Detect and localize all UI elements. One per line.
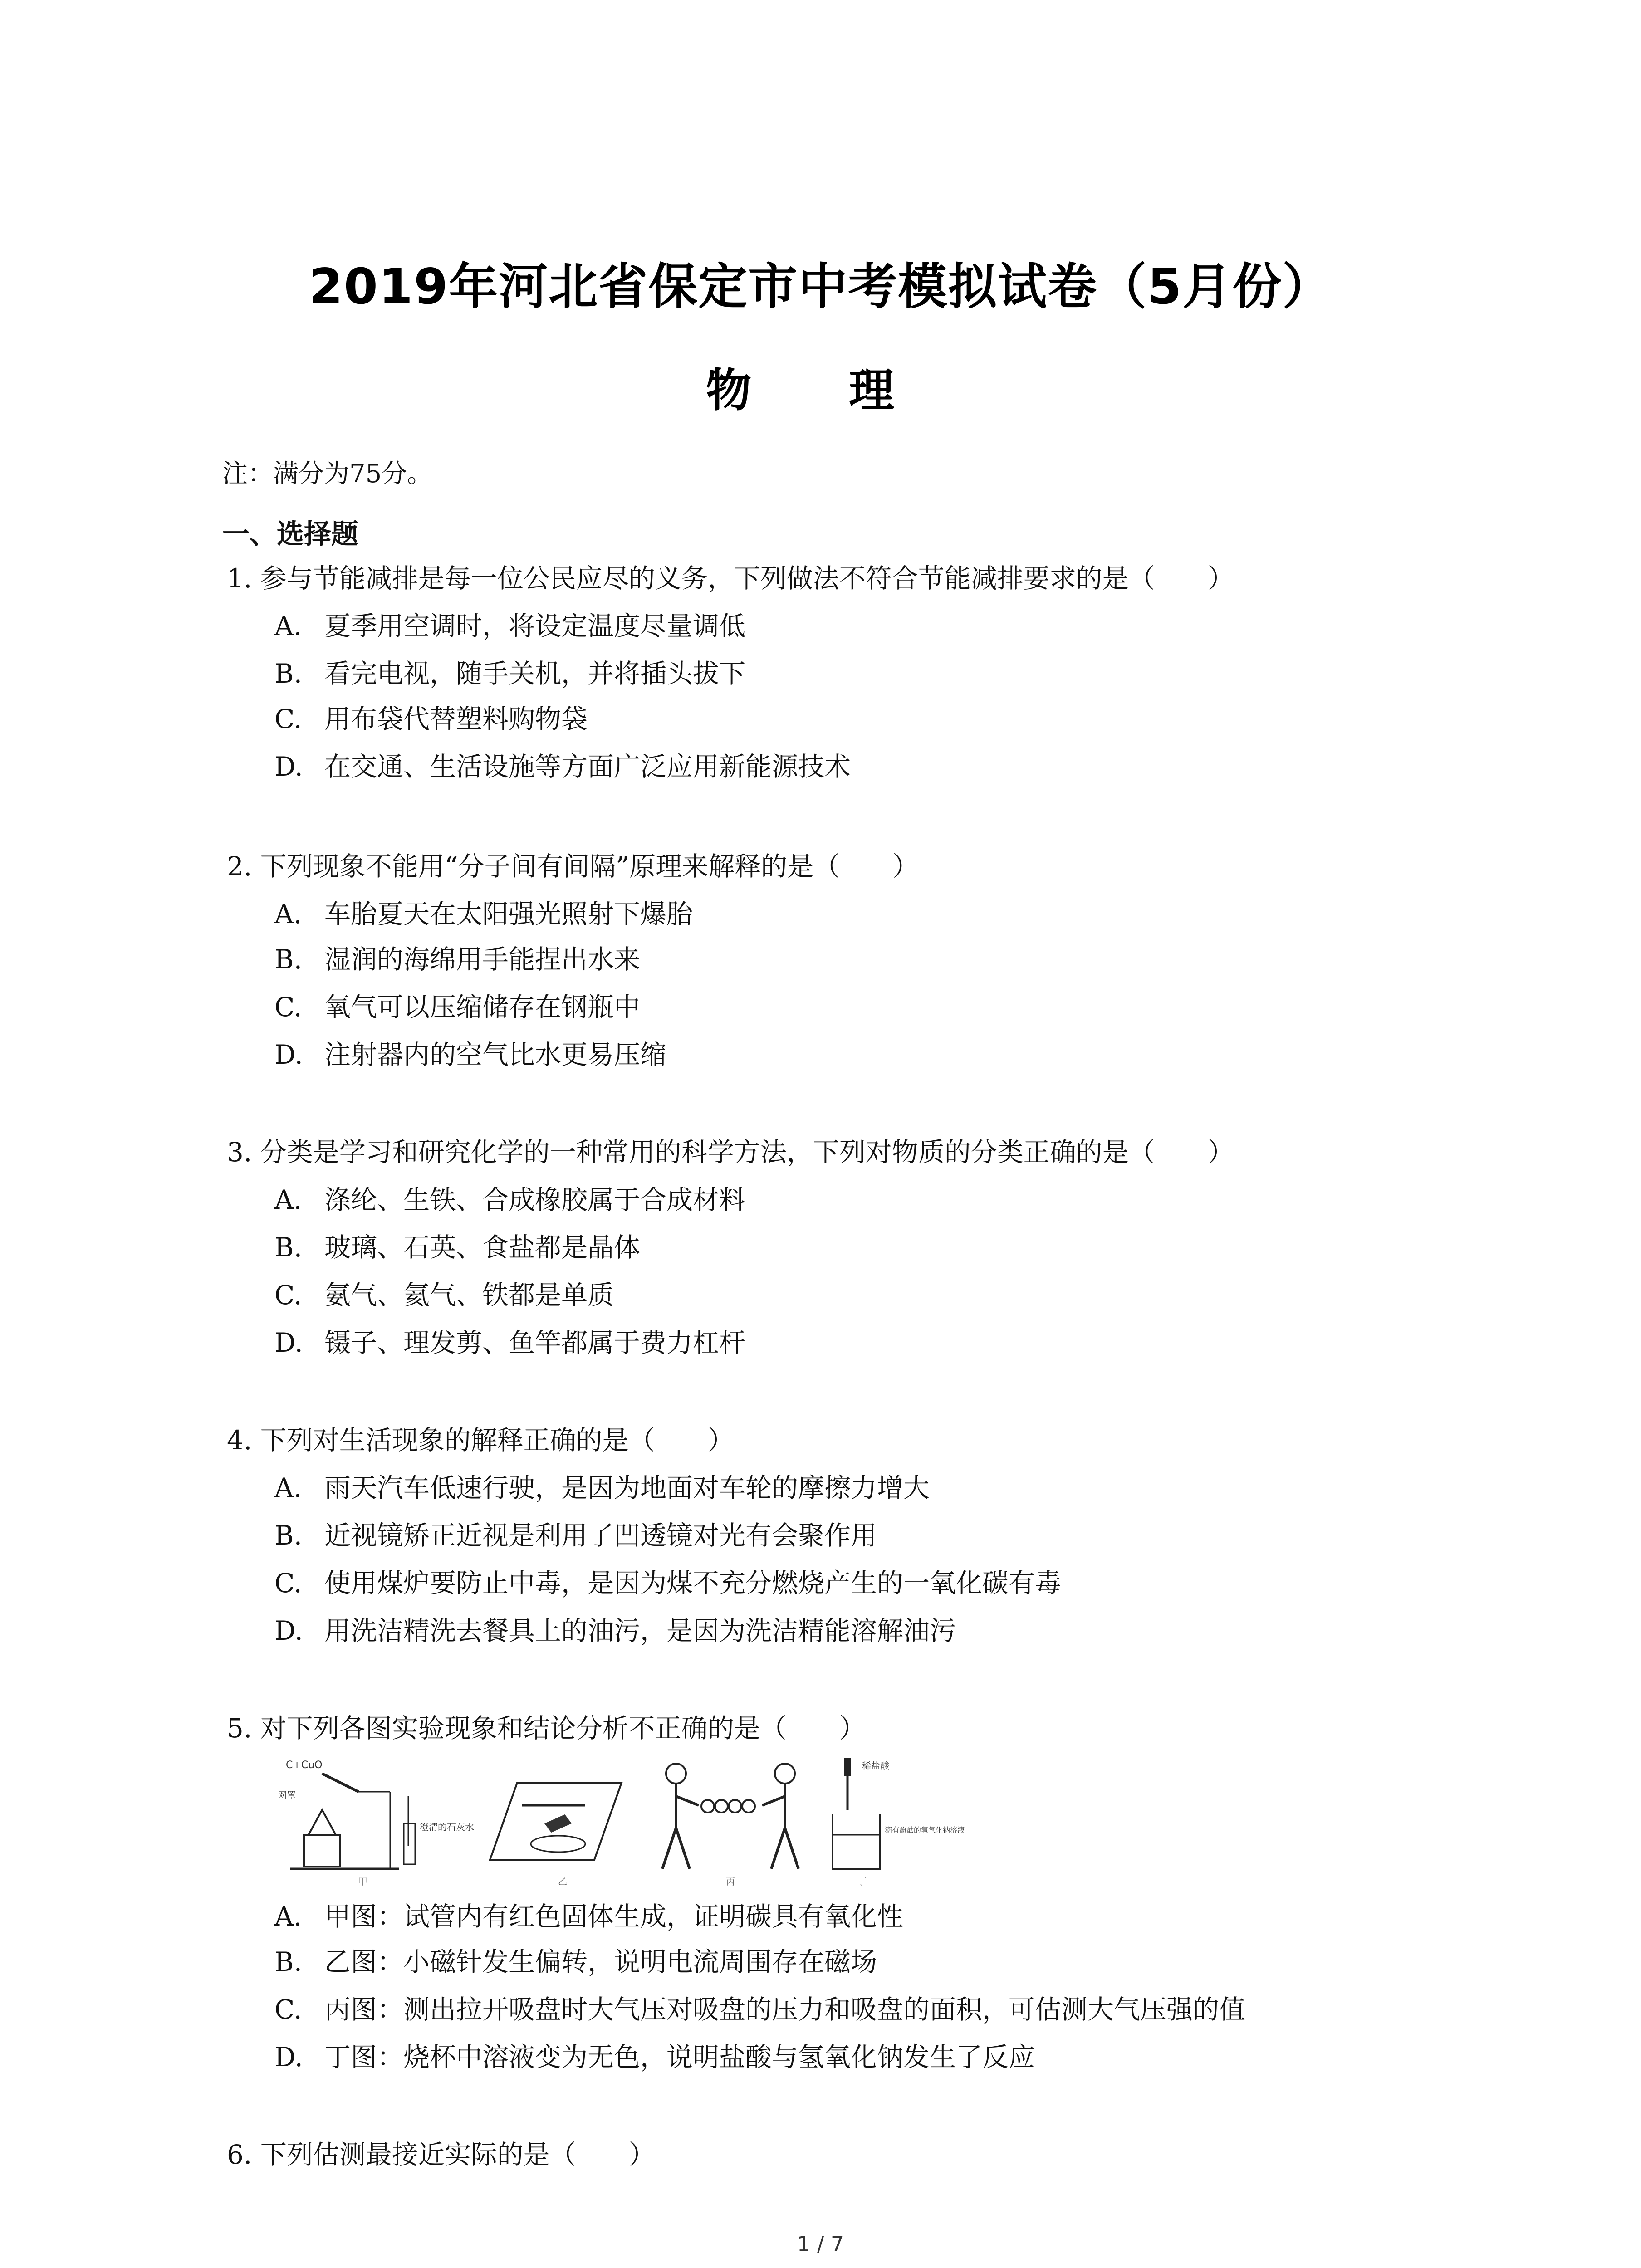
question-stem: 参与节能减排是每一位公民应尽的义务，下列做法不符合节能减排要求的是（ ）: [260, 563, 1234, 594]
option-2b: [274, 946, 640, 973]
option-text: 在交通、生活设施等方面广泛应用新能源技术: [324, 751, 851, 782]
option-1a: [274, 612, 745, 640]
carbon-reduction-apparatus-image: [277, 1755, 474, 1887]
question-stem: 下列现象不能用“分子间有间隔”原理来解释的是（ ）: [260, 851, 919, 882]
option-2c: [274, 993, 640, 1021]
option-3b: [274, 1234, 640, 1261]
option-text: 氧气可以压缩储存在钢瓶中: [324, 992, 641, 1022]
exam-title: 2019年河北省保定市中考模拟试卷（5月份）: [309, 259, 1332, 315]
question-4: [227, 1427, 1452, 1454]
option-4c: [274, 1569, 1061, 1597]
option-5c: [274, 1996, 1245, 2023]
option-3a: [274, 1186, 745, 1213]
option-2a: [274, 900, 693, 928]
figure-yi: [481, 1755, 631, 1887]
option-letter: A.: [274, 1901, 302, 1932]
option-letter: C.: [274, 992, 302, 1022]
option-letter: B.: [274, 658, 303, 689]
svg-text:丁: 丁: [857, 1876, 867, 1887]
svg-text:C+CuO: C+CuO: [286, 1760, 323, 1771]
question-number: 6.: [227, 2139, 252, 2170]
option-text: 玻璃、石英、食盐都是晶体: [324, 1232, 641, 1263]
option-letter: D.: [274, 2042, 303, 2072]
option-text: 夏季用空调时，将设定温度尽量调低: [324, 611, 746, 641]
question-number: 1.: [227, 563, 252, 594]
question-number: 2.: [227, 851, 252, 882]
option-text: 丁图：烧杯中溶液变为无色，说明盐酸与氢氧化钠发生了反应: [324, 2042, 1035, 2072]
option-text: 用布袋代替塑料购物袋: [324, 704, 588, 734]
option-letter: C.: [274, 1568, 302, 1598]
option-3d: [274, 1329, 745, 1356]
option-letter: D.: [274, 1327, 303, 1358]
figure-jia: [277, 1755, 474, 1887]
option-2d: [274, 1041, 666, 1068]
page-number: 1 / 7: [797, 2232, 844, 2256]
question-2: [227, 853, 1452, 880]
option-letter: A.: [274, 1472, 302, 1503]
figure-bing: [644, 1755, 817, 1887]
option-text: 涤纶、生铁、合成橡胶属于合成材料: [324, 1184, 746, 1215]
question-stem: 下列估测最接近实际的是（ ）: [260, 2139, 655, 2170]
question-number: 4.: [227, 1425, 252, 1456]
option-text: 雨天汽车低速行驶，是因为地面对车轮的摩擦力增大: [324, 1472, 930, 1503]
magnetic-needle-experiment-image: [481, 1755, 631, 1887]
score-note: 注：满分为75分。: [222, 459, 433, 489]
option-5d: [274, 2043, 1035, 2071]
option-letter: C.: [274, 704, 302, 734]
option-text: 镊子、理发剪、鱼竿都属于费力杠杆: [324, 1327, 746, 1358]
figure-ding: [830, 1755, 965, 1887]
option-text: 甲图：试管内有红色固体生成，证明碳具有氧化性: [324, 1901, 904, 1932]
question-6: [227, 2141, 1452, 2168]
svg-text:丙: 丙: [726, 1876, 735, 1887]
question-3: [227, 1139, 1452, 1166]
svg-text:稀盐酸: 稀盐酸: [862, 1760, 889, 1771]
option-letter: C.: [274, 1994, 302, 2025]
option-text: 使用煤炉要防止中毒，是因为煤不充分燃烧产生的一氧化碳有毒: [324, 1568, 1062, 1598]
option-letter: D.: [274, 1039, 303, 1070]
question-stem: 下列对生活现象的解释正确的是（ ）: [260, 1425, 734, 1456]
option-letter: D.: [274, 751, 303, 782]
option-letter: C.: [274, 1280, 302, 1310]
section-heading: 一、选择题: [222, 518, 358, 550]
option-text: 看完电视，随手关机，并将插头拔下: [324, 658, 746, 689]
experiment-figures: [277, 1755, 965, 1887]
neutralization-beaker-image: [830, 1755, 965, 1887]
question-number: 5.: [227, 1713, 252, 1744]
option-1b: [274, 660, 745, 687]
option-3c: [274, 1281, 614, 1309]
option-4b: [274, 1522, 877, 1549]
svg-text:乙: 乙: [558, 1876, 567, 1887]
option-letter: B.: [274, 1232, 303, 1263]
svg-text:澄清的石灰水: 澄清的石灰水: [420, 1822, 474, 1833]
option-text: 近视镜矫正近视是利用了凹透镜对光有会聚作用: [324, 1520, 877, 1551]
question-5: [227, 1715, 1452, 1742]
option-5a: [274, 1903, 903, 1930]
option-text: 湿润的海绵用手能捏出水来: [324, 944, 641, 975]
option-text: 氨气、氦气、铁都是单质: [324, 1280, 614, 1310]
option-text: 乙图：小磁针发生偏转，说明电流周围存在磁场: [324, 1946, 877, 1977]
option-text: 丙图：测出拉开吸盘时大气压对吸盘的压力和吸盘的面积，可估测大气压强的值: [324, 1994, 1246, 2025]
svg-text:网罩: 网罩: [278, 1790, 296, 1801]
option-letter: A.: [274, 899, 302, 929]
option-text: 用洗洁精洗去餐具上的油污，是因为洗洁精能溶解油污: [324, 1615, 956, 1646]
option-text: 车胎夏天在太阳强光照射下爆胎: [324, 899, 693, 929]
option-letter: D.: [274, 1615, 303, 1646]
option-letter: B.: [274, 1946, 303, 1977]
option-1d: [274, 753, 851, 780]
subject-title: 物 理: [706, 364, 935, 417]
question-1: [227, 565, 1452, 592]
option-letter: A.: [274, 1184, 302, 1215]
option-4d: [274, 1617, 956, 1644]
suction-cup-pulling-image: [644, 1755, 817, 1887]
option-5b: [274, 1948, 877, 1975]
option-4a: [274, 1474, 930, 1501]
option-1c: [274, 705, 588, 733]
svg-text:滴有酚酞的氢氧化钠溶液: 滴有酚酞的氢氧化钠溶液: [885, 1826, 965, 1834]
question-number: 3.: [227, 1137, 252, 1168]
option-letter: B.: [274, 1520, 303, 1551]
question-stem: 对下列各图实验现象和结论分析不正确的是（ ）: [260, 1713, 866, 1744]
question-stem: 分类是学习和研究化学的一种常用的科学方法，下列对物质的分类正确的是（ ）: [260, 1137, 1234, 1168]
svg-text:甲: 甲: [358, 1876, 367, 1887]
option-text: 注射器内的空气比水更易压缩: [324, 1039, 667, 1070]
option-letter: B.: [274, 944, 303, 975]
option-letter: A.: [274, 611, 302, 641]
